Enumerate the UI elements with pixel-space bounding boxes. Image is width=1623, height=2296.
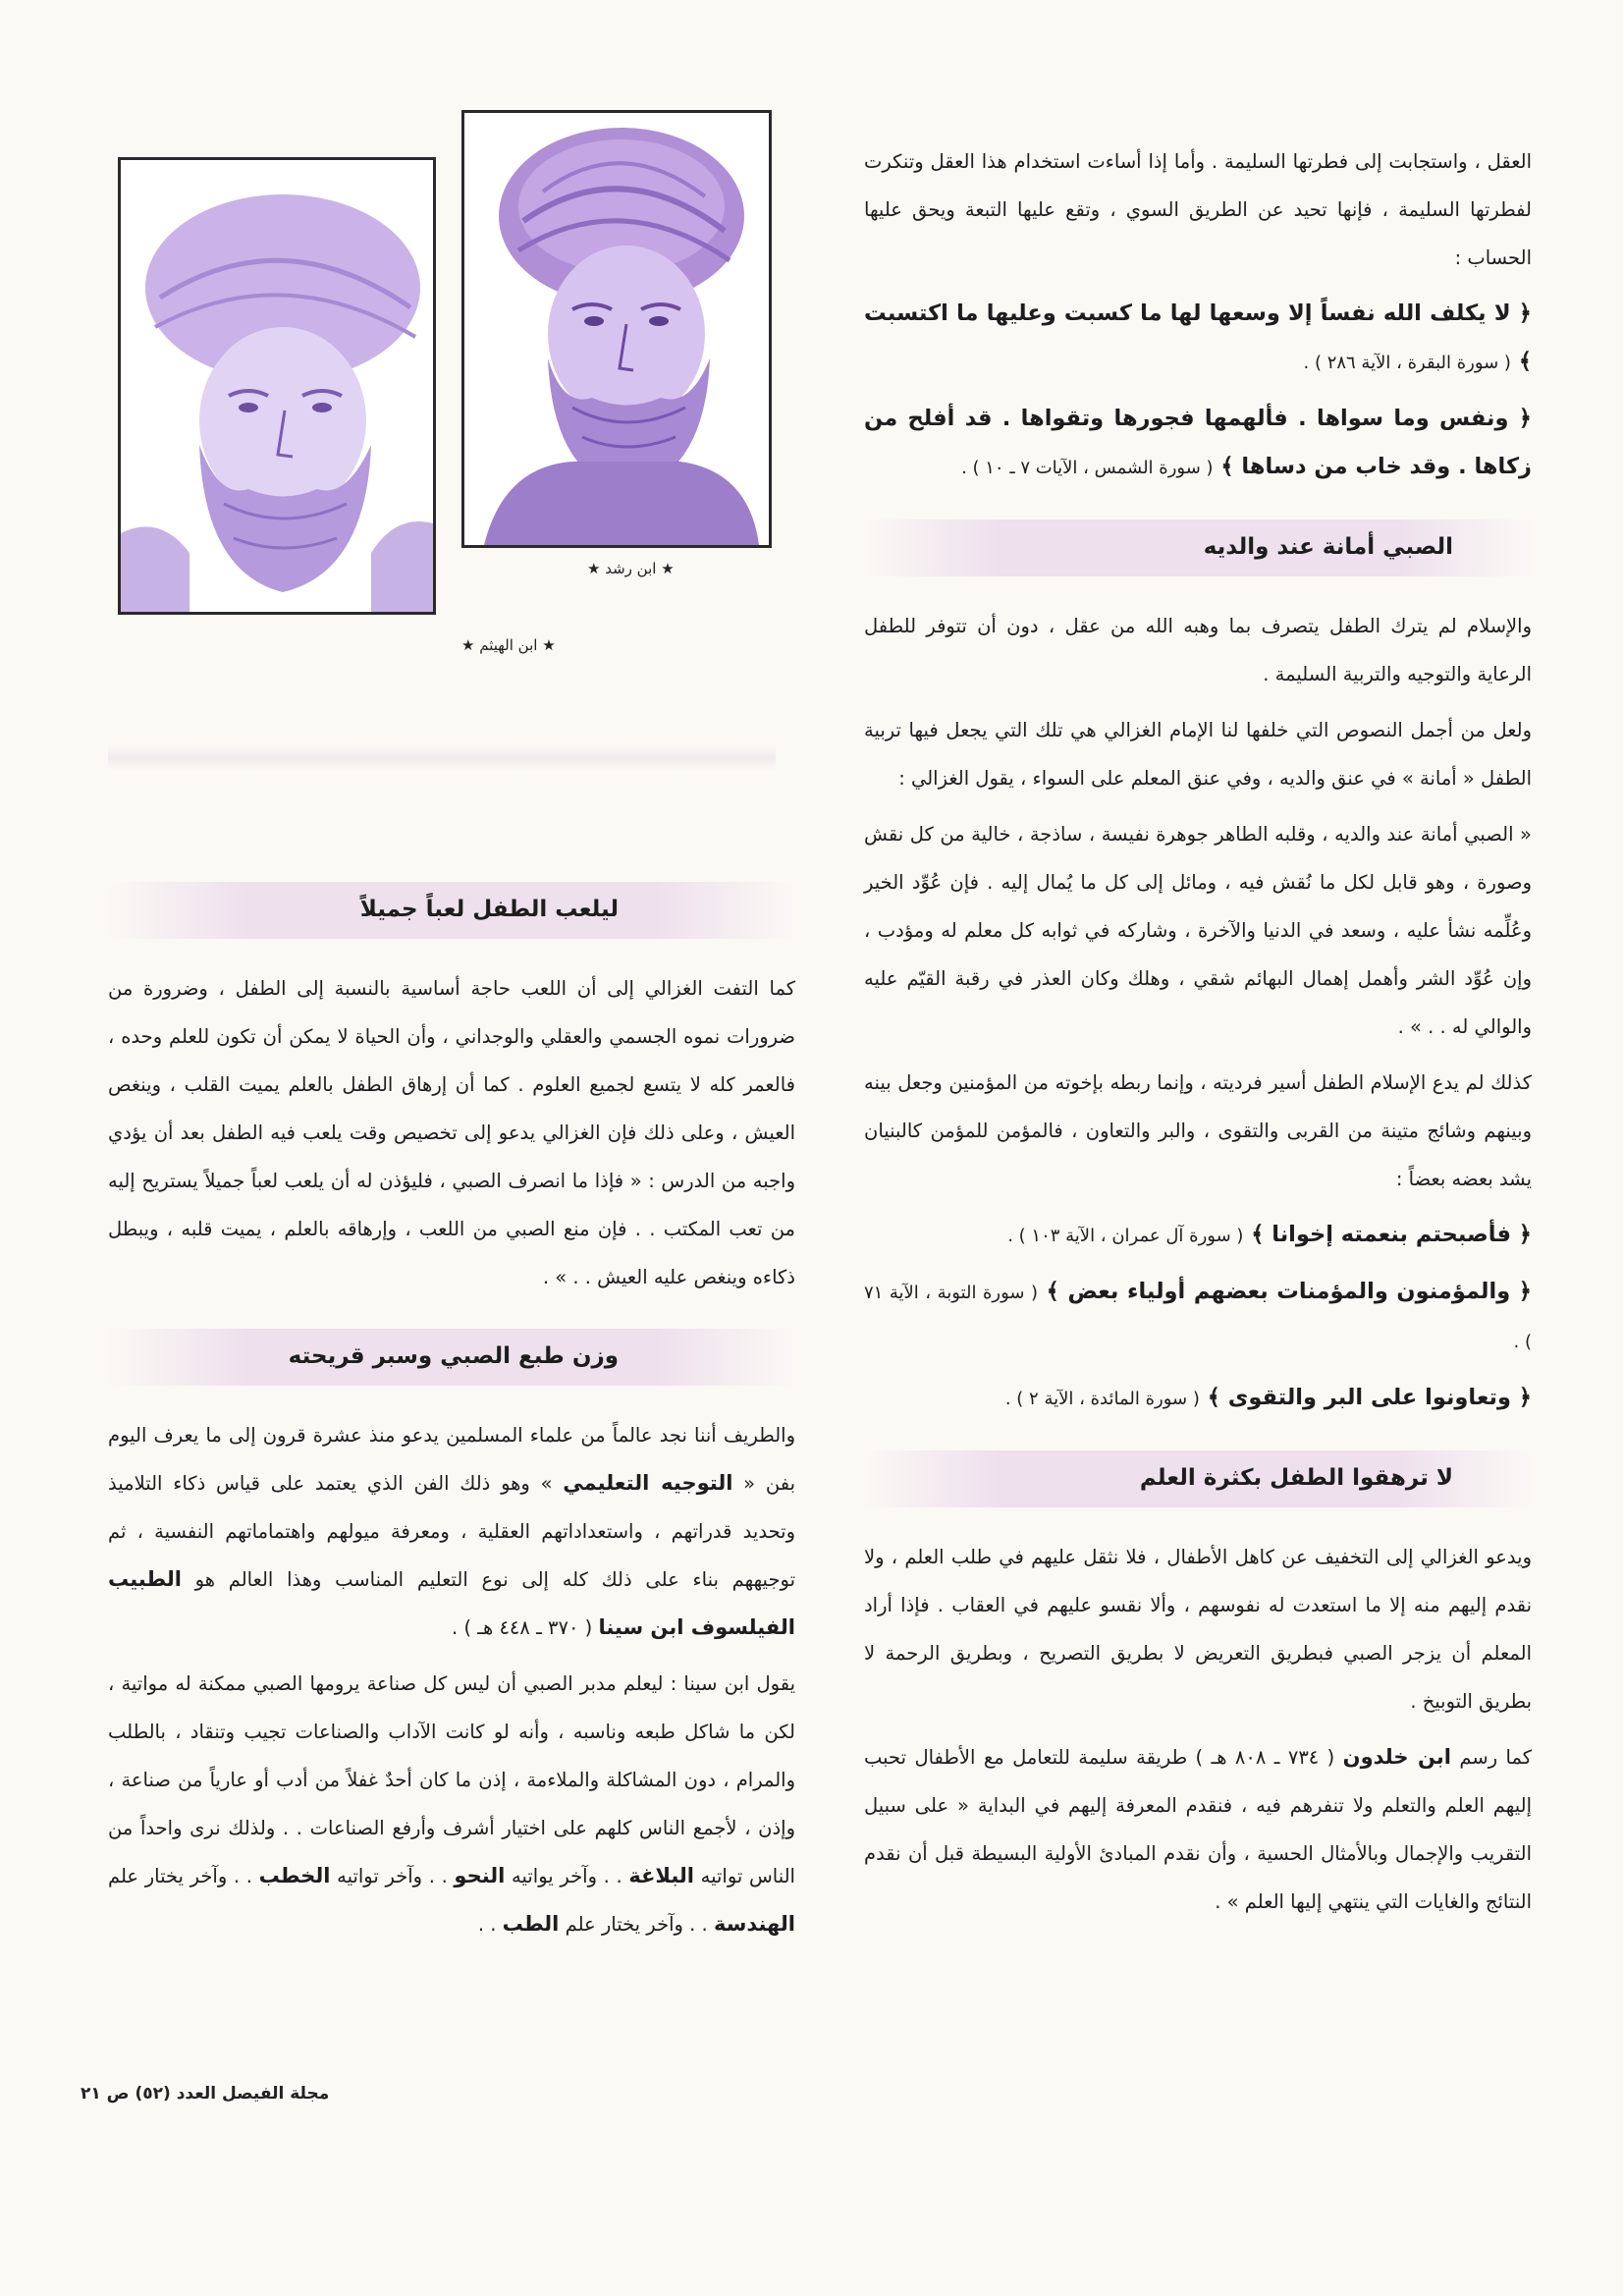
emphasis-term: التوجيه التعليمي bbox=[563, 1471, 733, 1495]
decorative-band bbox=[108, 746, 776, 770]
text-run: ( ٣٧٠ ـ ٤٤٨ هـ ) . bbox=[452, 1616, 599, 1639]
emphasis-term: الخطب bbox=[258, 1864, 331, 1887]
caption-ibn-al-haytham: ★ ابن الهيثم ★ bbox=[461, 636, 556, 654]
text-run: . . وآخر يختار علم bbox=[108, 1865, 259, 1887]
caption-ibn-rushd: ★ ابن رشد ★ bbox=[587, 560, 675, 577]
section-heading-band bbox=[864, 519, 1532, 576]
emphasis-term: الطب bbox=[502, 1912, 560, 1936]
paragraph: « الصبي أمانة عند والديه ، وقلبه الطاهر جوهرة نفيسة ، ساذجة ، خالية من كل نقش وصورة ، وهو قابل لكل ما نُقش فيه ، ومائل إلى كل ما يُمال إليه . فإن عُوِّد الخير وعُلِّمه نشأ عليه ، وسعد في الدنيا والآخرة ، وشاركه في ثوابه كل معلم له ومؤدب ، وإن عُوِّد الشر وأهمل إهمال البهائم شقي ، وهلك وكان العذر في رقبة القيّم عليه والوالي له . . » . bbox=[864, 823, 1532, 1038]
quote-text: ﴿ لا يكلف الله نفساً إلا وسعها لها ما كسبت وعليها ما اكتسبت ﴾ bbox=[864, 301, 1532, 374]
portrait-ibn-rushd bbox=[461, 110, 772, 548]
paragraph bbox=[108, 1411, 795, 1652]
paragraph: العقل ، واستجابت إلى فطرتها السليمة . وأما إذا أساءت استخدام هذا العقل وتنكرت لفطرتها السليمة ، فإنها تحيد عن الطريق السوي ، وتقع عليها التبعة ويحق عليها الحساب : bbox=[864, 150, 1532, 269]
quote-reference: ( سورة التوبة ، الآية ٧١ ) . bbox=[864, 1283, 1532, 1352]
text-run: . . وآخر يختار علم bbox=[559, 1913, 714, 1936]
right-column bbox=[864, 137, 1532, 1934]
paragraph bbox=[108, 1660, 795, 1948]
paragraph: كذلك لم يدع الإسلام الطفل أسير فرديته ، وإنما ربطه بإخوته من المؤمنين وجعل بينه وبينهم وشائج متينة من القربى والتقوى ، والبر والتعاون ، فالمؤمن للمؤمن كالبنيان يشد بعضه بعضاً : bbox=[864, 1071, 1532, 1190]
paragraph: ويدعو الغزالي إلى التخفيف عن كاهل الأطفال ، فلا نثقل عليهم في طلب العلم ، ولا نقدم إليهم منه إلا ما استعدت له نفوسهم ، وألا نقسو عليهم في العقاب . فإذا أراد المعلم أن يزجر الصبي فبطريق التعريض لا بطريق التصريح ، وبطريق الرحمة لا بطريق التوبيخ . bbox=[864, 1546, 1532, 1713]
quran-quote bbox=[864, 1374, 1532, 1423]
text-run: . . وآخر يواتيه bbox=[505, 1865, 629, 1887]
text-run: كما رسم bbox=[1459, 1746, 1533, 1769]
quote-reference: ( سورة الشمس ، الآيات ٧ ـ ١٠ ) . bbox=[961, 458, 1214, 478]
portrait-ibn-rushd-image bbox=[464, 113, 769, 545]
section-heading: ليلعب الطفل لعباً جميلاً bbox=[359, 897, 619, 922]
quote-text: ﴿ ونفس وما سواها . فألهمها فجورها وتقواها . قد أفلح من زكاها . وقد خاب من دساها ﴾ bbox=[864, 406, 1532, 479]
left-column bbox=[108, 854, 795, 1956]
quote-reference: ( سورة المائدة ، الآية ٢ ) . bbox=[1004, 1389, 1200, 1409]
paragraph bbox=[864, 1733, 1532, 1926]
emphasis-term: النحو bbox=[454, 1864, 506, 1887]
section-heading: وزن طبع الصبي وسبر قريحته bbox=[288, 1343, 619, 1369]
emphasis-name: ابن خلدون bbox=[1342, 1745, 1451, 1769]
paragraph: ولعل من أجمل النصوص التي خلفها لنا الإمام الغزالي هي تلك التي يجعل فيها تربية الطفل « أمانة » في عنق والديه ، وفي عنق المعلم على السواء ، يقول الغزالي : bbox=[864, 719, 1532, 790]
portrait-ibn-al-haytham-image bbox=[121, 160, 433, 612]
section-heading-band bbox=[108, 882, 795, 939]
text-run: يقول ابن سينا : ليعلم مدبر الصبي أن ليس كل صناعة يرومها الصبي ممكنة له مواتية ، لكن ما شاكل طبعه وناسبه ، وأنه لو كانت الآداب والصناعات تجيب وتنقاد ، بالطلب والمرام ، دون المشاكلة والملاءمة ، إذن ما كان أحدٌ غفلاً من أدب أو عارياً من صناعة ، وإذن ، لأجمع الناس كلهم على اختيار أشرف وأرفع الصناعات . . ولذلك نرى واحداً من الناس تواتيه bbox=[108, 1672, 795, 1887]
quran-quote bbox=[864, 395, 1532, 492]
paragraph: كما التفت الغزالي إلى أن اللعب حاجة أساسية بالنسبة إلى الطفل ، وضرورة من ضرورات نموه الجسمي والعقلي والوجداني ، وأن الحياة لا يمكن أن تكون للعلم وحده ، فالعمر كله لا يتسع لجميع العلوم . كما أن إرهاق الطفل بالعلم يميت القلب ، وينغص العيش ، وعلى ذلك فإن الغزالي يدعو إلى تخصيص وقت يلعب فيه الطفل بعد أن يؤدي واجبه من الدرس : « فإذا ما انصرف الصبي ، فليؤذن له أن يلعب لعباً جميلاً يستريح إليه من تعب المكتب . . فإن منع الصبي من اللعب ، وإرهاقه بالعلم ، يميت قلبه ، ويبطل ذكاءه وينغص عليه العيش . . » . bbox=[108, 977, 795, 1288]
section-heading: الصبي أمانة عند والديه bbox=[1203, 534, 1453, 560]
text-run: ( ٧٣٤ ـ ٨٠٨ هـ ) طريقة سليمة للتعامل مع الأطفال تحبب إليهم العلم والتعلم ولا تنفرهم فيه ، فنقدم المعرفة إليهم في البداية « على سبيل التقريب والإجمال وبالأمثال الحسية ، وأن نقدم المبادئ الأولية البسيطة قبل أن نقدم النتائج والغايات التي ينتهي إليها العلم » . bbox=[864, 1746, 1532, 1913]
section-heading: لا ترهقوا الطفل بكثرة العلم bbox=[1139, 1465, 1453, 1491]
section-heading-band bbox=[108, 1329, 795, 1386]
paragraph: والإسلام لم يترك الطفل يتصرف بما وهبه الله من عقل ، دون أن تتوفر للطفل الرعاية والتوجيه والتربية السليمة . bbox=[864, 615, 1532, 685]
quote-text: ﴿ وتعاونوا على البر والتقوى ﴾ bbox=[1207, 1385, 1532, 1410]
emphasis-term: البلاغة bbox=[628, 1864, 695, 1887]
text-run: . . وآخر تواتيه bbox=[330, 1865, 455, 1887]
text-run: » وهو ذلك الفن الذي يعتمد على قياس ذكاء التلاميذ وتحديد قدراتهم ، واستعداداتهم العقلية ، ومعرفة ميولهم واهتماماتهم النفسية ، ثم توجيههم بناء على ذلك كله إلى نوع التعليم المناسب وهذا العالم هو bbox=[108, 1472, 795, 1591]
quote-reference: ( سورة البقرة ، الآية ٢٨٦ ) . bbox=[1303, 353, 1511, 373]
quote-reference: ( سورة آل عمران ، الآية ١٠٣ ) . bbox=[1007, 1226, 1244, 1246]
quote-text: ﴿ فأصبحتم بنعمته إخوانا ﴾ bbox=[1251, 1222, 1532, 1247]
portrait-ibn-al-haytham bbox=[118, 157, 436, 615]
quran-quote bbox=[864, 290, 1532, 387]
emphasis-term: الهندسة bbox=[713, 1912, 795, 1936]
emphasis-name: الطبيب الفيلسوف ابن سينا bbox=[108, 1567, 795, 1639]
quote-text: ﴿ والمؤمنون والمؤمنات بعضهم أولياء بعض ﴾ bbox=[1046, 1279, 1532, 1304]
quran-quote bbox=[864, 1268, 1532, 1366]
page-footer: مجلة الفيصل العدد (٥٢) ص ٢١ bbox=[81, 2084, 330, 2104]
section-heading-band bbox=[864, 1450, 1532, 1507]
quran-quote bbox=[864, 1211, 1532, 1260]
text-run: . . bbox=[477, 1913, 503, 1936]
text-run: والطريف أننا نجد عالماً من علماء المسلمين يدعو منذ عشرة قرون إلى ما يعرف اليوم بفن « bbox=[108, 1424, 796, 1495]
